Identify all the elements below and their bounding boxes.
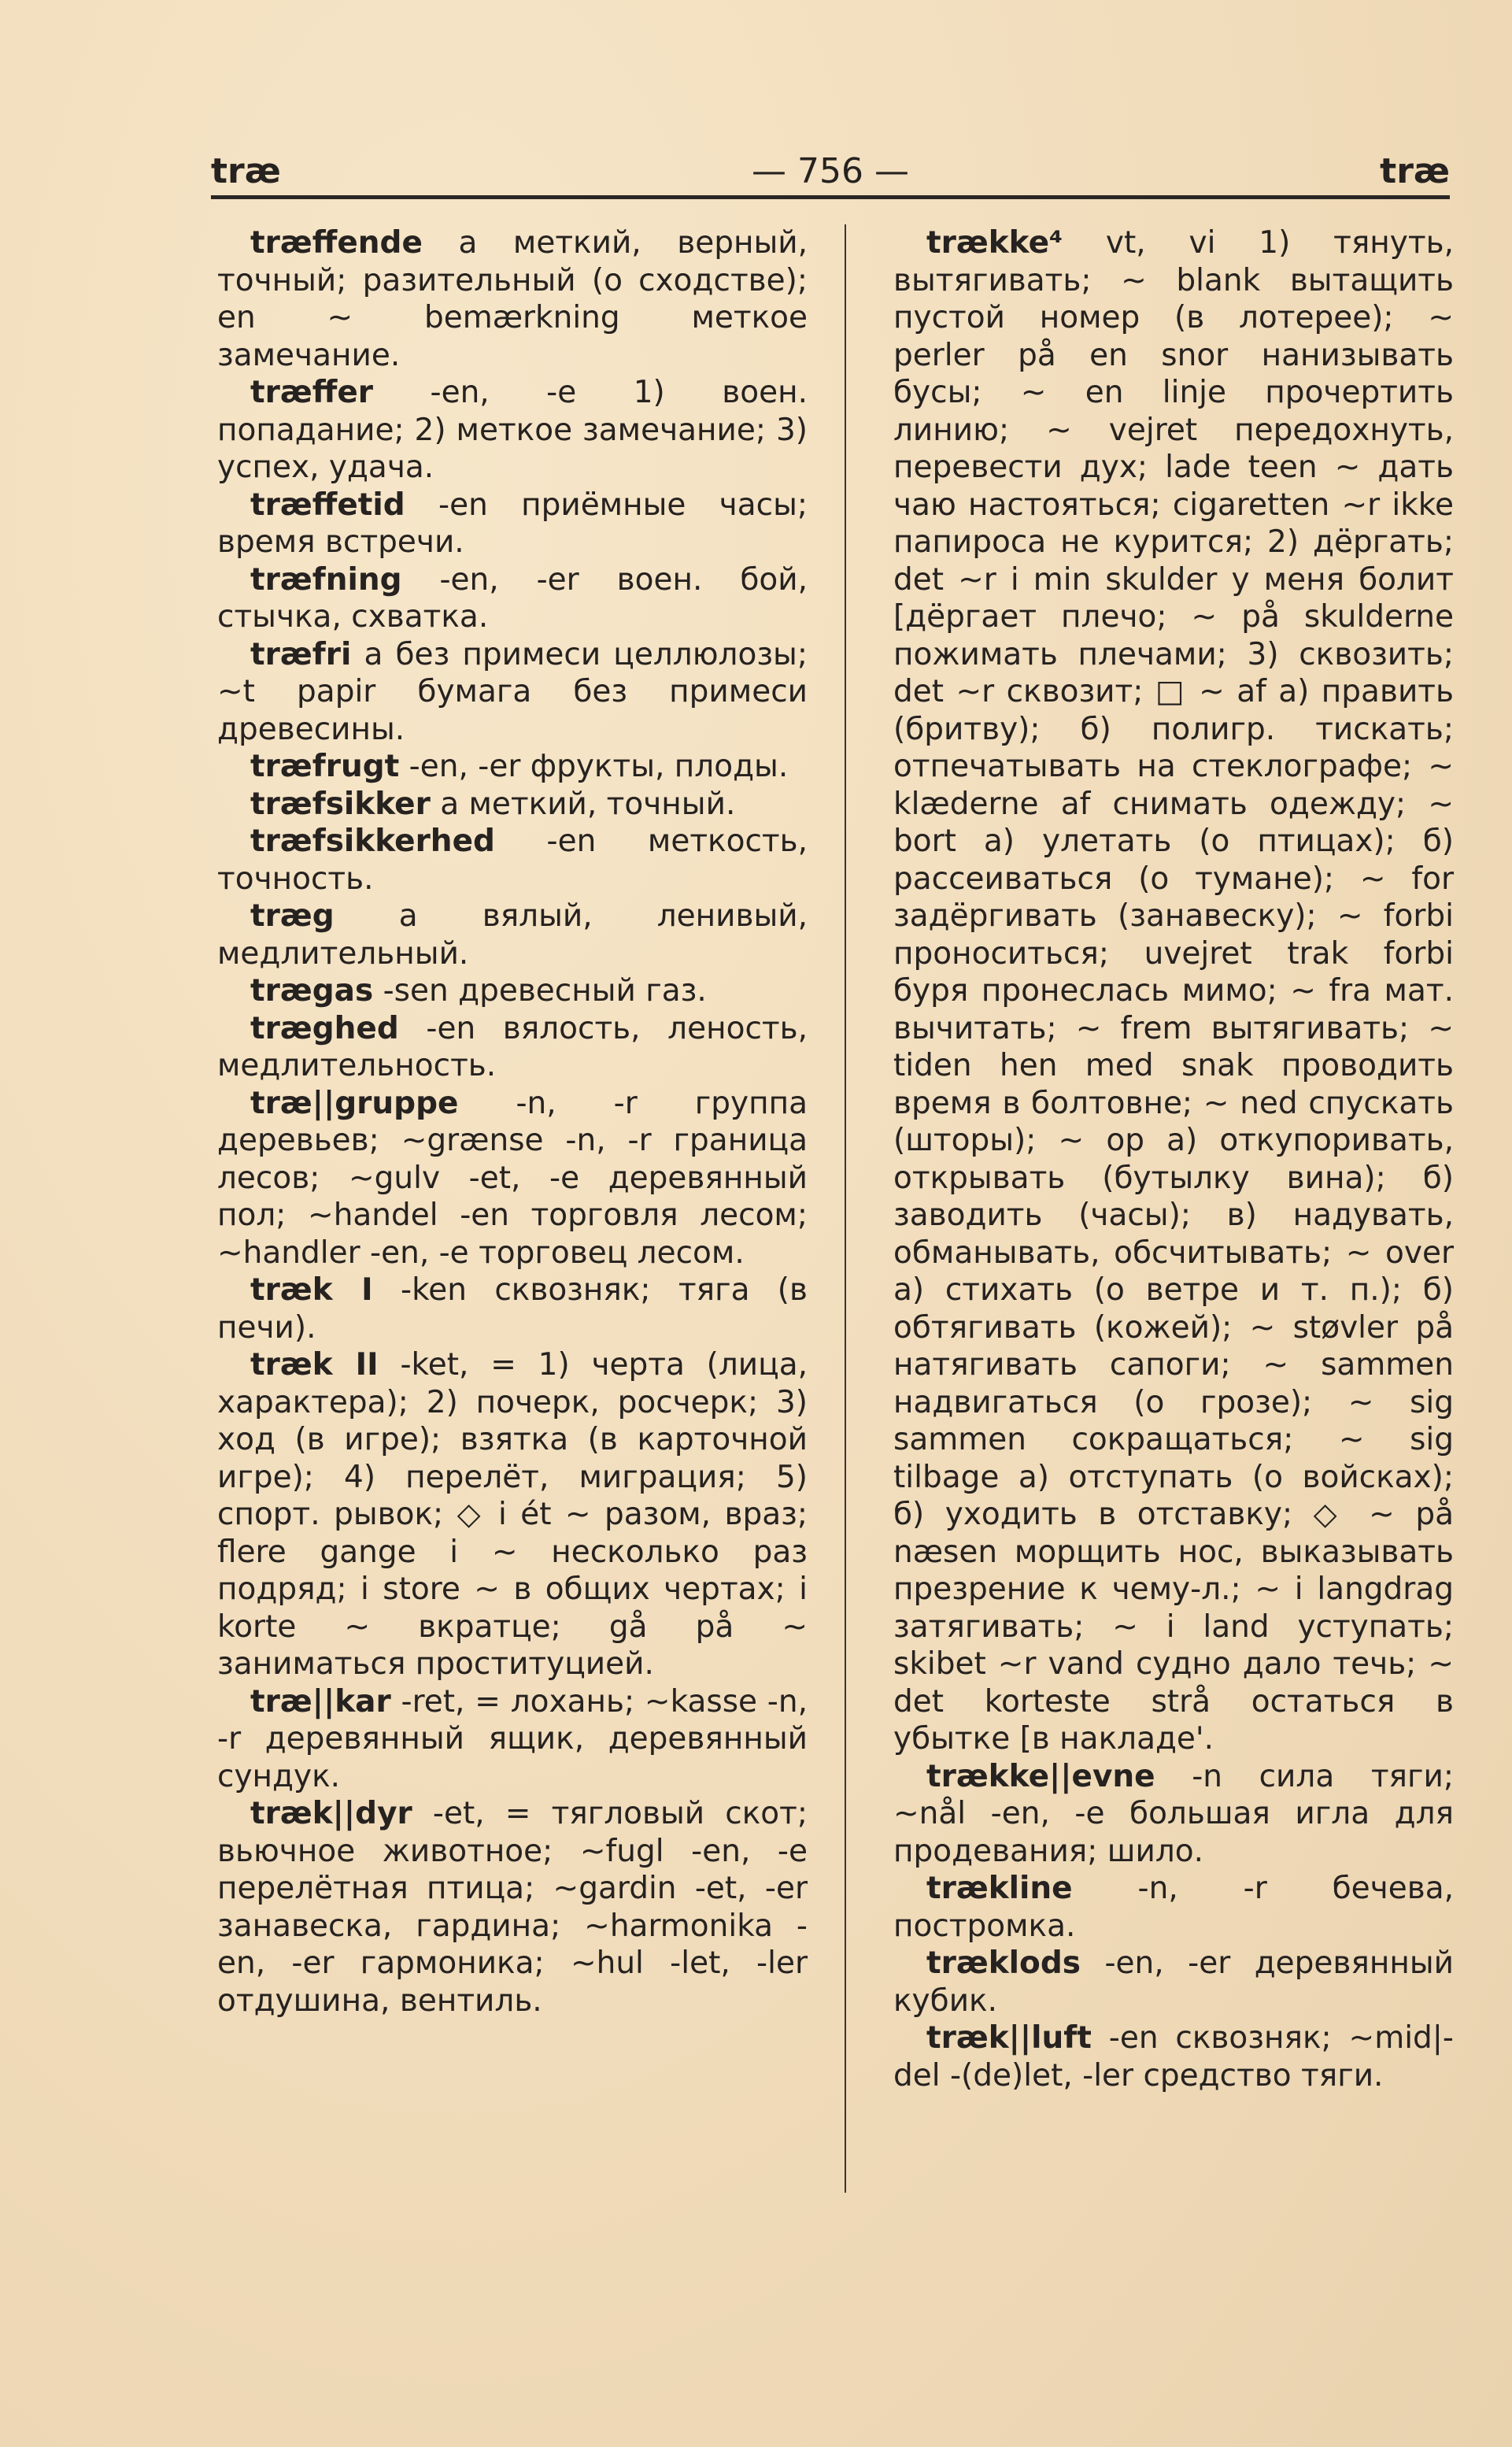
headword: træfsikker bbox=[250, 786, 431, 822]
left-column bbox=[217, 224, 808, 2019]
entry-traegas bbox=[217, 972, 808, 1010]
page-number: — 756 — bbox=[752, 151, 909, 191]
definition: vt, vi 1) тянуть, вытягивать; ~ blank вытащить пустой номер (в лотерее); ~ perler på en snor нанизывать бусы; ~ en linje прочертить линию; ~ vejret передохнуть, перевести дух; lade teen ~ дать чаю настояться; cigaretten ~r ikke папироса не курится; 2) дёргать; det ~r i min skulder у меня болит [дёргает плечо; ~ på skulderne пожимать плечами; 3) сквозить; det ~r сквозит; □ ~ af а) править (бритву); б) полигр. тискать; отпечатывать на стеклографе; ~ klæderne af снимать одежду; ~ bort а) улетать (о птицах); б) рассеиваться (о тумане); ~ for задёргивать (занавеску); ~ forbi проноситься; uvejret trak forbi буря пронеслась мимо; ~ fra мат. вычитать; ~ frem вытягивать; ~ tiden hen med snak проводить время в болтовне; ~ ned спускать (шторы); ~ op а) откупоривать, открывать (бутылку вина); б) заводить (часы); в) надувать, обманывать, обсчитывать; ~ over а) стихать (о ветре и т. п.); б) обтягивать (кожей); ~ støvler på натягивать сапоги; ~ sammen надвигаться (о грозе); ~ sig sammen сокращаться; ~ sig tilbage а) отступать (о войсках); б) уходить в отставку; ◇ ~ på næsen морщить нос, выказывать презрение к чему-л.; ~ i langdrag затягивать; ~ i land уступать; skibet ~r vand судно дало течь; ~ det korteste strå остаться в убытке [в накладе'. bbox=[893, 225, 1454, 1757]
entry-traeffetid bbox=[217, 487, 808, 561]
entry-traek-2 bbox=[217, 1346, 808, 1683]
definition: a меткий, точный. bbox=[430, 786, 736, 822]
definition: -et, = тягловый скот; вьючное животное; ~fugl -en, -e перелётная птица; ~gardin -et, -er занавеска, гардина; ~harmonika -en, -er гармоника; ~hul -let, -ler отдушина, вентиль. bbox=[217, 1796, 808, 2019]
headword: træk I bbox=[250, 1272, 373, 1308]
headword: trække⁴ bbox=[926, 225, 1063, 261]
definition: -en, -er воен. бой, стычка, схватка. bbox=[217, 561, 808, 635]
definition: -en сквозняк; ~mid|-del -(de)let, -ler средство тяги. bbox=[893, 2020, 1454, 2093]
definition: -ret, = лохань; ~kasse -n, -r деревянный ящик, деревянный сундук. bbox=[217, 1683, 808, 1794]
definition: -ken сквозняк; тяга (в печи). bbox=[217, 1272, 808, 1346]
entry-traefrugt bbox=[217, 748, 808, 786]
definition: -n, -r группа деревьев; ~grænse -n, -r граница лесов; ~gulv -et, -e деревянный пол; ~handel -en торговля лесом; ~handler -en, -e торговец лесом. bbox=[217, 1085, 808, 1271]
entry-traeffende bbox=[217, 224, 808, 374]
headword: træffer bbox=[250, 375, 374, 410]
headword: træfsikkerhed bbox=[250, 824, 495, 859]
entry-traeghed bbox=[217, 1010, 808, 1085]
page-header bbox=[211, 151, 1450, 198]
headword: trække||evne bbox=[926, 1758, 1155, 1794]
entry-traeffer bbox=[217, 374, 808, 487]
entry-traekkeevne bbox=[893, 1758, 1454, 1871]
entry-traeklods bbox=[893, 1945, 1454, 2019]
headword: træfrugt bbox=[250, 749, 400, 784]
entry-traekluft bbox=[893, 2019, 1454, 2094]
definition: -sen древесный газ. bbox=[373, 973, 707, 1009]
entry-traekline bbox=[893, 1870, 1454, 1945]
definition: -en, -er деревянный кубик. bbox=[893, 1945, 1454, 2019]
right-column bbox=[893, 224, 1454, 2094]
header-left-guideword: træ bbox=[211, 151, 281, 191]
definition: -ket, = 1) черта (лица, характера); 2) почерк, росчерк; 3) ход (в игре); взятка (в карточной игре); 4) перелёт, миграция; 5) спорт. рывок; ◇ i ét ~ разом, враз; flere gange i ~ несколько раз подряд; i store ~ в общих чертах; i korte ~ вкратце; gå på ~ заниматься проституцией. bbox=[217, 1347, 808, 1682]
definition: a вялый, ленивый, медлительный. bbox=[217, 898, 808, 972]
headword: træffende bbox=[250, 225, 423, 261]
header-right-guideword: træ bbox=[1380, 151, 1450, 191]
entry-traefsikkerhed bbox=[217, 823, 808, 898]
entry-traeg bbox=[217, 898, 808, 972]
headword: træk||dyr bbox=[250, 1796, 412, 1831]
definition: a без примеси целлюлозы; ~t papir бумага без примеси древесины. bbox=[217, 636, 808, 747]
definition: a меткий, верный, точный; разительный (о сходстве); en ~ bemærkning меткое замечание. bbox=[217, 225, 808, 373]
entry-traekke bbox=[893, 224, 1454, 1758]
headword: træfning bbox=[250, 561, 402, 598]
entry-traefning bbox=[217, 561, 808, 636]
entry-traekdyr bbox=[217, 1795, 808, 2019]
entry-traekar bbox=[217, 1683, 808, 1796]
headword: trægas bbox=[250, 973, 374, 1009]
definition: -n сила тяги; ~nål -en, -e большая игла для продевания; шило. bbox=[893, 1758, 1454, 1869]
headword: træklods bbox=[926, 1945, 1081, 1981]
header-rule bbox=[211, 195, 1450, 199]
definition: -en, -er фрукты, плоды. bbox=[399, 749, 789, 784]
headword: træg bbox=[250, 898, 335, 934]
headword: træghed bbox=[250, 1010, 399, 1046]
definition: -en, -e 1) воен. попадание; 2) меткое замечание; 3) успех, удача. bbox=[217, 375, 808, 485]
entry-traegruppe bbox=[217, 1085, 808, 1272]
definition: -en меткость, точность. bbox=[217, 824, 808, 897]
headword: trækline bbox=[926, 1871, 1073, 1906]
headword: træ||kar bbox=[250, 1683, 391, 1720]
definition: -en приёмные часы; время встречи. bbox=[217, 487, 808, 560]
headword: træ||gruppe bbox=[250, 1085, 459, 1121]
headword: træfri bbox=[250, 636, 352, 672]
entry-traefri bbox=[217, 636, 808, 749]
column-divider bbox=[845, 224, 846, 2193]
headword: træk II bbox=[250, 1347, 379, 1383]
entry-traek-1 bbox=[217, 1272, 808, 1346]
definition: -n, -r бечева, постромка. bbox=[893, 1871, 1454, 1944]
headword: træk||luft bbox=[926, 2020, 1092, 2056]
headword: træffetid bbox=[250, 487, 405, 523]
definition: -en вялость, леность, медлительность. bbox=[217, 1010, 808, 1083]
entry-traefsikker bbox=[217, 786, 808, 824]
